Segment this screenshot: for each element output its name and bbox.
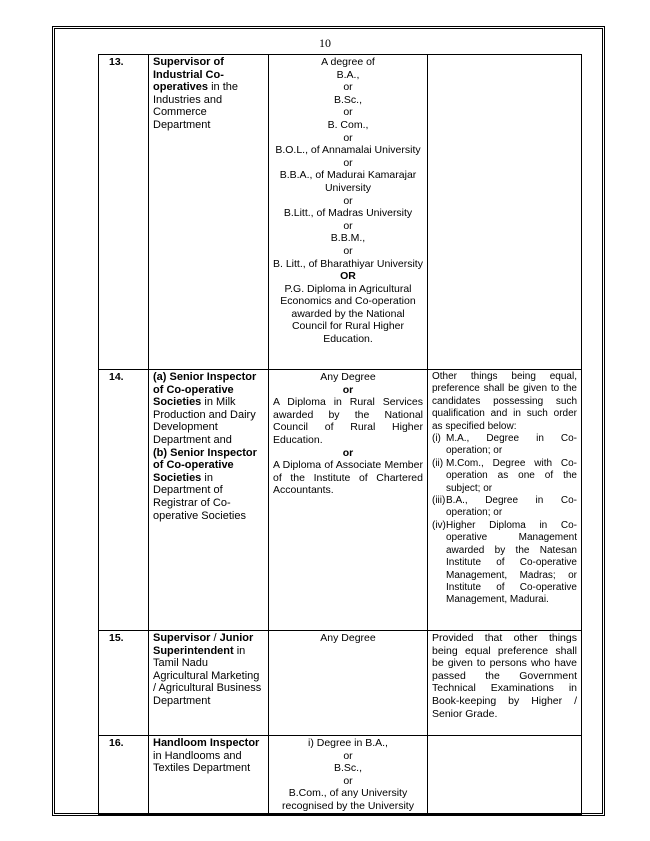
qualification xyxy=(269,55,428,370)
qualification-line: or xyxy=(343,131,353,144)
condition xyxy=(428,736,582,815)
qualification-line: A Diploma of Associate Member of the Institute of Chartered Accountants. xyxy=(273,459,423,497)
qualification-list xyxy=(273,737,423,813)
list-item: (ii) M.Com., Degree with Co-operation as one of the subject; or xyxy=(432,457,577,494)
condition-intro: Other things being equal, preference shall be given to the candidates possessing such qualification and in such order as specified below: xyxy=(432,371,577,432)
qualification-line: A Diploma in Rural Services awarded by the National Council of Rural Higher Education. xyxy=(273,396,423,446)
qualification-line: A degree of xyxy=(321,56,375,68)
qualification-line: B.B.A., of Madurai Kamarajar University xyxy=(279,169,417,194)
page-number: 10 xyxy=(319,36,331,50)
qualification-line: or xyxy=(343,749,353,762)
table-row xyxy=(99,631,582,736)
qualification-line: or xyxy=(343,219,353,232)
qualification-line: B.B.M., xyxy=(330,232,366,245)
post-name: Supervisor / Junior Superintendent in Tamil Nadu Agricultural Marketing / Agricultural Business Department xyxy=(149,631,269,736)
qualification-list xyxy=(273,56,423,270)
row-number: 13. xyxy=(99,55,149,370)
post-name: (a) Senior Inspector of Co-operative Societies in Milk Production and Dairy Development Department and (b) Senior Inspector of Co-operative Societies in Department of Registrar of Co-operative Societies xyxy=(149,370,269,631)
row-number: 15. xyxy=(99,631,149,736)
qualification-line: Any Degree xyxy=(320,371,376,383)
row-number: 14. xyxy=(99,370,149,631)
condition: Provided that other things being equal preference shall be given to persons who have passed the Government Technical Examinations in Book-keeping by Higher / Senior Grade. xyxy=(428,631,582,736)
qualification-line: or xyxy=(343,774,353,787)
qualification xyxy=(269,370,428,631)
qualification-line: i) Degree in B.A., xyxy=(308,737,388,749)
list-item: (iv) Higher Diploma in Co-operative Management awarded by the Natesan Institute of Co-operative Management, Madras; or Institute of Co-operative Management, Madurai. xyxy=(432,519,577,606)
qualification-line: B. Litt., of Bharathiyar University xyxy=(273,257,423,270)
qualification xyxy=(269,736,428,815)
qualification-tail: P.G. Diploma in Agricultural Economics and Co-operation awarded by the National Council for Rural Higher Education. xyxy=(280,282,416,346)
qualification-line: B.Com., of any University recognised by the University xyxy=(282,787,414,812)
qualification-line: B.Litt., of Madras University xyxy=(283,207,413,220)
qualification-line: or xyxy=(343,81,353,94)
qualification: Any Degree xyxy=(269,631,428,736)
condition xyxy=(428,370,582,631)
qualification-or: or xyxy=(342,383,354,396)
qualification-line: B.Sc., xyxy=(333,762,362,775)
qualification-or: OR xyxy=(340,270,356,283)
qualification-line: or xyxy=(343,156,353,169)
list-item: (iii) B.A., Degree in Co-operation; or xyxy=(432,495,577,519)
qualification-line: B. Com., xyxy=(327,118,369,131)
qualification-line: B.A., xyxy=(336,68,360,81)
qualification-line: or xyxy=(343,194,353,207)
qualification-line: or xyxy=(343,244,353,257)
table-row xyxy=(99,736,582,815)
table-row xyxy=(99,370,582,631)
condition-list xyxy=(432,433,577,607)
qualification-line: B.O.L., of Annamalai University xyxy=(275,144,421,157)
qualification-line: or xyxy=(343,106,353,119)
list-item: (i) M.A., Degree in Co-operation; or xyxy=(432,433,577,457)
condition xyxy=(428,55,582,370)
qualification-or: or xyxy=(342,446,354,459)
eligibility-table xyxy=(98,54,582,815)
row-number: 16. xyxy=(99,736,149,815)
qualification-line: B.Sc., xyxy=(333,93,362,106)
post-name: Handloom Inspector in Handlooms and Textiles Department xyxy=(149,736,269,815)
post-name: Supervisor of Industrial Co-operatives in the Industries and Commerce Department xyxy=(149,55,269,370)
table-row xyxy=(99,55,582,370)
